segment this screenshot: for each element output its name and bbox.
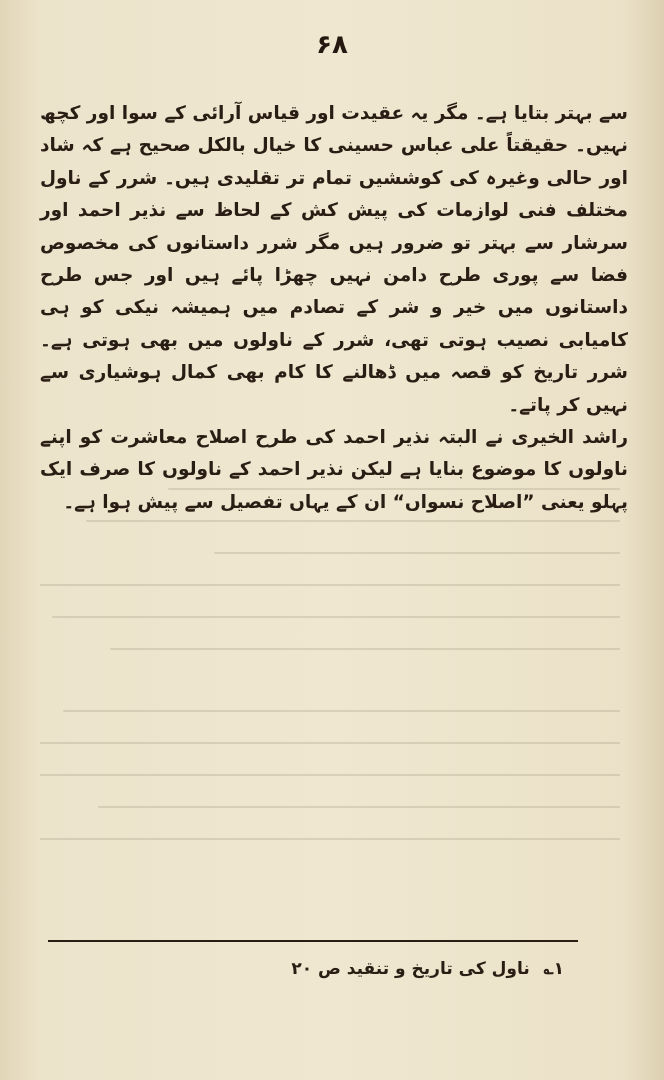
show-through-line xyxy=(40,584,620,586)
footnote-divider xyxy=(48,940,578,942)
show-through-line xyxy=(168,488,620,490)
show-through-line xyxy=(214,552,620,554)
footnote-text: ناول کی تاریخ و تنقید ص ۲۰ xyxy=(291,959,530,979)
show-through-line xyxy=(40,774,620,776)
show-through-line xyxy=(40,742,620,744)
show-through-line xyxy=(63,710,620,712)
show-through-line xyxy=(86,520,620,522)
footnote-marker: ۱؎ xyxy=(543,959,564,979)
reverse-page-show-through xyxy=(40,488,620,908)
show-through-line xyxy=(52,616,620,618)
page-number: ۶۸ xyxy=(316,30,348,60)
show-through-line xyxy=(40,838,620,840)
paragraph-2: راشد الخیری نے البتہ نذیر احمد کی طرح اصلاح معاشرت کو اپنے ناولوں کا موضوع بنایا ہے لیکن نذیر احمد کے ناولوں کا صرف ایک پہلو یعنی ”اصلاح نسواں“ ان کے یہاں تفصیل سے پیش ہوا ہے۔ xyxy=(40,427,628,513)
main-text xyxy=(40,98,628,519)
footnote xyxy=(291,958,564,979)
show-through-line xyxy=(110,648,620,650)
paragraph-1: سے بہتر بتایا ہے۔ مگر یہ عقیدت اور قیاس آرائی کے سوا اور کچھ نہیں۔ حقیقتاً علی عباس حسینی کا خیال بالکل صحیح ہے کہ شاد اور حالی وغیرہ کی کوششیں تمام تر تقلیدی ہیں۔ شرر کے ناول مختلف فنی لوازمات کی پیش کش کے لحاظ سے نذیر احمد اور سرشار سے بہتر تو ضرور ہیں مگر شرر داستانوں کی مخصوص فضا سے پوری طرح دامن نہیں چھڑا پائے ہیں اور جس طرح داستانوں میں خیر و شر کے تصادم میں ہمیشہ نیکی کو ہی کامیابی نصیب ہوتی تھی، شرر کے ناولوں میں بھی ہوتی ہے۔ شرر تاریخ کو قصہ میں ڈھالنے کا کام بھی کمال ہوشیاری سے نہیں کر پاتے۔ xyxy=(40,103,628,416)
show-through-line xyxy=(98,806,620,808)
